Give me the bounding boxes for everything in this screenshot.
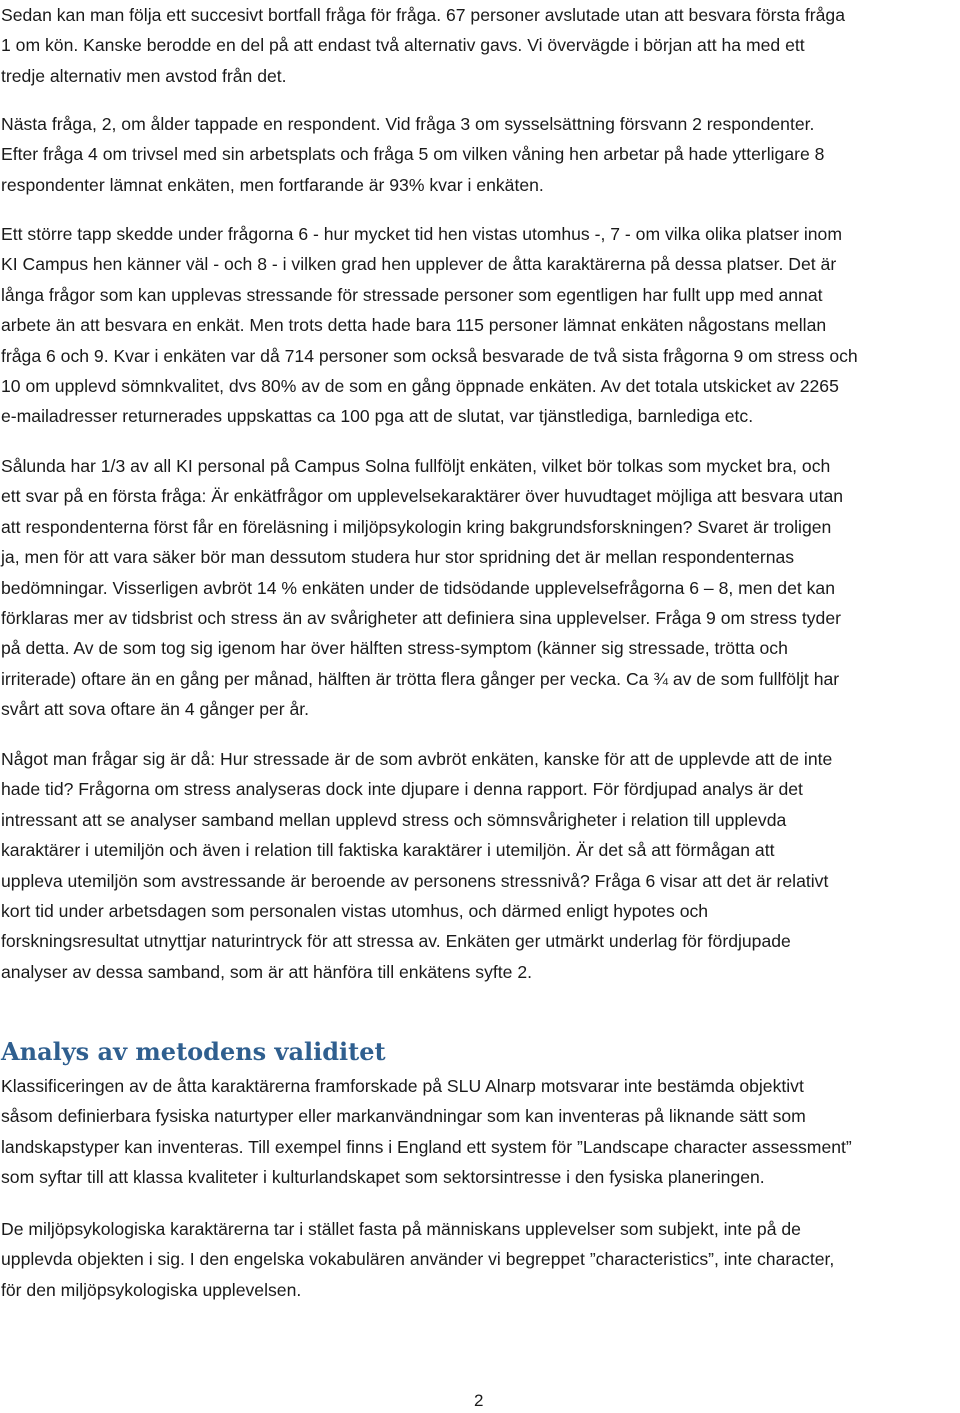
text-line: fråga 6 och 9. Kvar i enkäten var då 714 personer som också besvarade de två sista frågorna 9 om stress och [1, 345, 858, 366]
text-line: Sålunda har 1/3 av all KI personal på Campus Solna fullföljt enkäten, vilket bör tolkas som mycket bra, och [1, 456, 831, 476]
text-line: forskningsresultat utnyttjar naturintryck för att stressa av. Enkäten ger utmärkt underlag för fördjupade [1, 931, 791, 952]
text-line: kort tid under arbetsdagen som personalen vistas utomhus, och därmed enligt hypotes och [1, 900, 709, 921]
text-line: 10 om upplevd sömnkvalitet, dvs 80% av de som en gång öppnade enkäten. Av det totala utskicket av 2265 [1, 375, 839, 396]
paragraph-question-dropout [1, 109, 959, 200]
text-line: upplevda objekten i sig. I den engelska vokabulären använder vi begreppet ”characteristics”, inte character, [1, 1249, 835, 1270]
text-line: Sedan kan man följa ett succesivt bortfall fråga för fråga. 67 personer avslutade utan att besvara första fråga [1, 5, 846, 25]
paragraph-characteristics [1, 1214, 959, 1305]
text-line: De miljöpsykologiska karaktärerna tar i stället fasta på människans upplevelser som subjekt, inte på de [1, 1219, 801, 1239]
text-line: 1 om kön. Kanske berodde en del på att endast två alternativ gavs. Vi övervägde i början att ha med ett [1, 35, 805, 56]
text-line: långa frågor som kan upplevas stressande för stressade personer som egentligen har fullt upp med annat [1, 284, 823, 305]
text-line: på detta. Av de som tog sig igenom har över hälften stress-symptom (känner sig stressade, trötta och [1, 638, 788, 659]
text-line: arbete än att besvara en enkät. Men trots detta hade bara 115 personer lämnat enkäten någostans mellan [1, 315, 827, 336]
text-line: karaktärer i utemiljön och även i relation till faktiska karaktärer i utemiljön. Är det så att förmågan att [1, 840, 775, 861]
text-line: Efter fråga 4 om trivsel med sin arbetsplats och fråga 5 om vilken våning hen arbetar på hade ytterligare 8 [1, 144, 825, 165]
text-line: e-mailadresser returnerades uppskattas ca 100 pga att de slutat, var tjänstlediga, barnlediga etc. [1, 406, 754, 427]
text-line: svårt att sova oftare än 4 gånger per år. [1, 699, 310, 720]
paragraph-classification [1, 1071, 959, 1193]
text-line: intressant att se analyser samband mellan upplevd stress och sömnsvårigheter i relation till upplevda [1, 809, 787, 830]
text-line: KI Campus hen känner väl - och 8 - i vilken grad hen upplever de åtta karaktärerna på dessa platser. Det är [1, 254, 837, 275]
text-line: för den miljöpsykologiska upplevelsen. [1, 1279, 302, 1300]
text-line: bedömningar. Visserligen avbröt 14 % enkäten under de tidsödande upplevelsefrågorna 6 – 8, men det kan [1, 577, 835, 598]
text-line: såsom definierbara fysiska naturtyper eller markanvändningar som kan inventeras på liknande sätt som [1, 1106, 806, 1127]
paragraph-completion-rate [1, 451, 959, 725]
paragraph-dropout-intro [1, 0, 959, 91]
text-line: landskapstyper kan inventeras. Till exempel finns i England ett system för ”Landscape character assessment” [1, 1136, 852, 1157]
text-line: Nästa fråga, 2, om ålder tappade en respondent. Vid fråga 3 om sysselsättning försvann 2 respondenter. [1, 114, 815, 134]
text-line: förklaras mer av tidsbrist och stress än av svårigheter att definiera sina upplevelser. Fråga 9 om stress tyder [1, 607, 841, 628]
paragraph-larger-dropout [1, 219, 959, 432]
section-heading: Analys av metodens validitet [1, 1037, 386, 1066]
paragraph-stress-questions [1, 744, 959, 987]
text-line: att respondenterna först får en föreläsning i miljöpsykologin kring bakgrundsforskningen? Svaret är troligen [1, 516, 832, 537]
text-line: respondenter lämnat enkäten, men fortfarande är 93% kvar i enkäten. [1, 174, 544, 195]
text-line: ja, men för att vara säker bör man dessutom studera hur stor spridning det är mellan respondenternas [1, 547, 795, 568]
text-line: Ett större tapp skedde under frågorna 6 - hur mycket tid hen vistas utomhus -, 7 - om vilka olika platser inom [1, 224, 842, 244]
page-number: 2 [474, 1391, 484, 1410]
text-line: tredje alternativ men avstod från det. [1, 65, 287, 86]
text-line: Något man frågar sig är då: Hur stressade är de som avbröt enkäten, kanske för att de upplevde att de inte [1, 749, 833, 769]
text-line: Klassificeringen av de åtta karaktärerna framforskade på SLU Alnarp motsvarar inte bestämda objektivt [1, 1076, 804, 1096]
text-line: analyser av dessa samband, som är att hänföra till enkätens syfte 2. [1, 961, 533, 982]
text-line: ett svar på en första fråga: Är enkätfrågor om upplevelsekaraktärer över huvudtaget möjliga att besvara utan [1, 486, 844, 507]
text-line: irriterade) oftare än en gång per månad, hälften är trötta flera gånger per vecka. Ca ¾ av de som fullföljt har [1, 668, 840, 689]
text-line: hade tid? Frågorna om stress analyseras dock inte djupare i denna rapport. För fördjupad analys är det [1, 779, 803, 800]
text-line: uppleva utemiljön som avstressande är beroende av personens stressnivå? Fråga 6 visar att det är relativt [1, 870, 829, 891]
text-line: som syftar till att klassa kvaliteter i kulturlandskapet som sektorsintresse i den fysiska planeringen. [1, 1167, 765, 1188]
